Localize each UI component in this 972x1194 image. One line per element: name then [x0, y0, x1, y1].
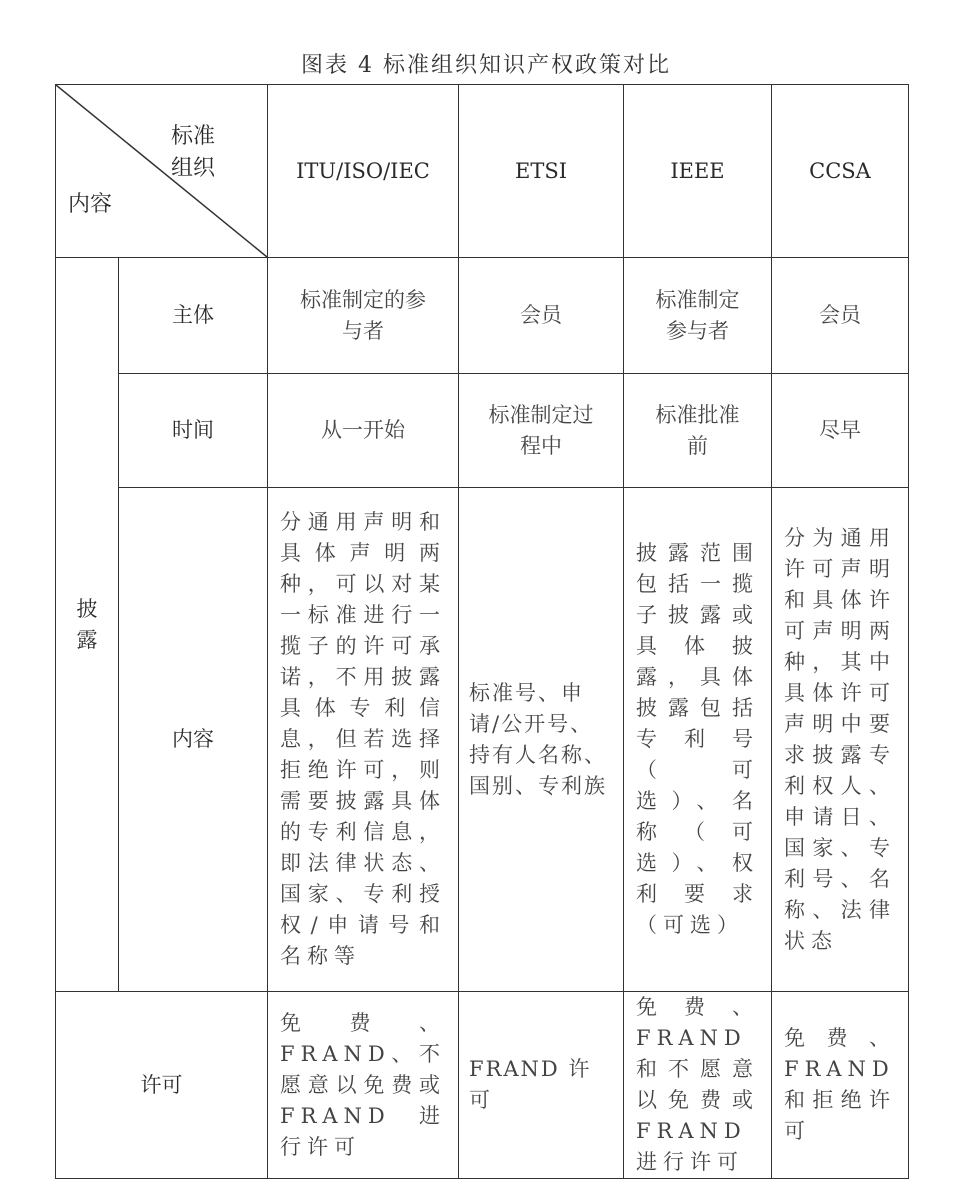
diagonal-header-cell — [56, 85, 268, 258]
org-etsi: ETSI — [459, 85, 624, 258]
disclosure-group-label: 披 露 — [56, 258, 119, 992]
header-row — [56, 85, 909, 258]
cell-time-itu: 从一开始 — [268, 374, 459, 488]
ip-policy-table — [55, 84, 909, 1179]
row-label-license: 许可 — [56, 992, 268, 1179]
org-ccsa: CCSA — [772, 85, 909, 258]
org-itu-iso-iec: ITU/ISO/IEC — [268, 85, 459, 258]
cell-subject-ccsa: 会员 — [772, 258, 909, 374]
row-content — [56, 488, 909, 992]
cell-license-etsi: FRAND 许可 — [459, 992, 624, 1179]
row-label-subject: 主体 — [119, 258, 268, 374]
cell-subject-ieee: 标准制定 参与者 — [624, 258, 772, 374]
table-caption: 图表 4 标准组织知识产权政策对比 — [301, 53, 671, 78]
cell-time-ccsa: 尽早 — [772, 374, 909, 488]
cell-license-ccsa: 免费、FRAND 和拒绝许可 — [772, 992, 909, 1179]
cell-content-itu: 分通用声明和具体声明两种，可以对某一标准进行一揽子的许可承诺，不用披露具体专利信息，但若选择拒绝许可，则需要披露具体的专利信息，即法律状态、国家、专利授权/申请号和名称等 — [268, 488, 459, 992]
cell-time-ieee: 标准批准 前 — [624, 374, 772, 488]
row-label-content: 内容 — [119, 488, 268, 992]
cell-content-ieee: 披露范围包括一揽子披露或具体披露，具体披露包括专利号（可选）、名称（可选）、权利要求（可选） — [624, 488, 772, 992]
cell-content-ccsa: 分为通用许可声明和具体许可声明两种，其中具体许可声明中要求披露专利权人、申请日、国家、专利号、名称、法律状态 — [772, 488, 909, 992]
cell-subject-etsi: 会员 — [459, 258, 624, 374]
cell-license-itu: 免费、FRAND、不愿意以免费或 FRAND 进行许可 — [268, 992, 459, 1179]
row-license — [56, 992, 909, 1179]
cell-content-etsi: 标准号、申请/公开号、持有人名称、国别、专利族 — [459, 488, 624, 992]
row-subject — [56, 258, 909, 374]
diagonal-divider — [56, 85, 267, 257]
org-ieee: IEEE — [624, 85, 772, 258]
corner-content-label: 内容 — [68, 192, 113, 217]
corner-org-label: 标准 组织 — [171, 124, 216, 181]
cell-time-etsi: 标准制定过 程中 — [459, 374, 624, 488]
cell-license-ieee: 免费、FRAND 和不愿意以免费或 FRAND 进行许可 — [624, 992, 772, 1179]
row-label-time: 时间 — [119, 374, 268, 488]
cell-subject-itu: 标准制定的参 与者 — [268, 258, 459, 374]
row-time — [56, 374, 909, 488]
